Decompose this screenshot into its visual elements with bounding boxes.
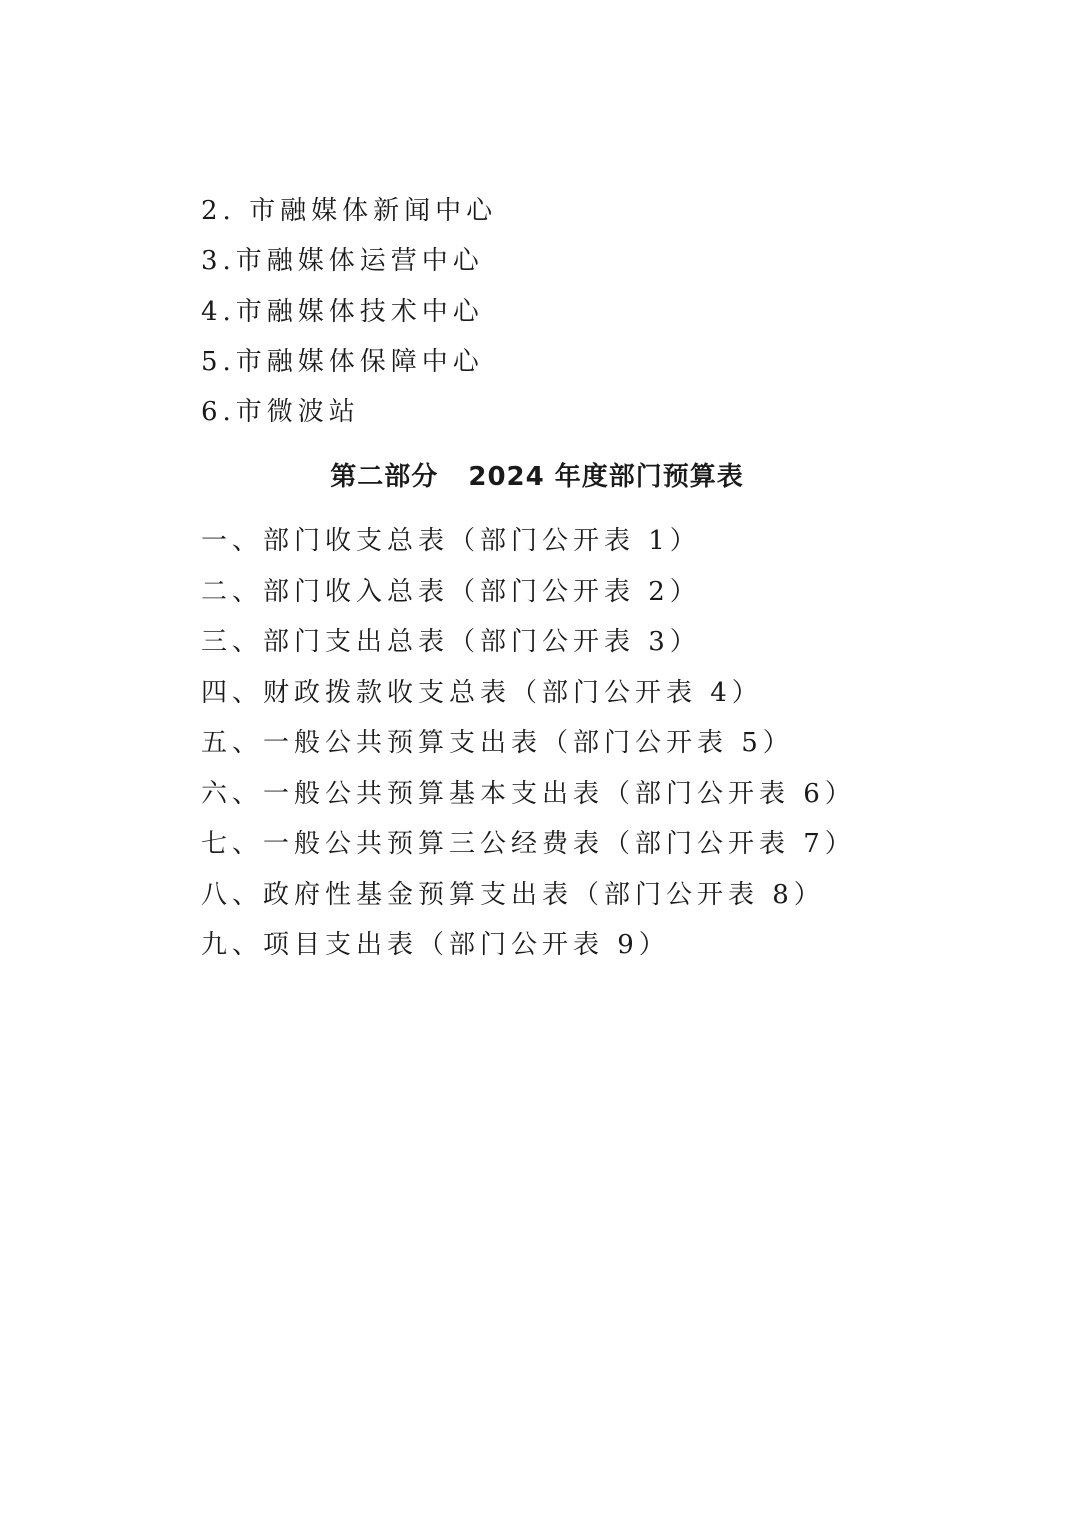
- unit-item: 5.市融媒体保障中心: [201, 346, 484, 377]
- budget-table-item: 一、部门收支总表（部门公开表 1）: [201, 526, 701, 556]
- budget-table-item: 二、部门收入总表（部门公开表 2）: [201, 576, 701, 607]
- budget-table-item: 八、政府性基金预算支出表（部门公开表 8）: [201, 879, 825, 910]
- budget-table-list: [201, 516, 856, 971]
- unit-item: 2. 市融媒体新闻中心: [201, 196, 498, 226]
- budget-table-item: 九、项目支出表（部门公开表 9）: [201, 930, 670, 960]
- budget-table-item: 七、一般公共预算三公经费表（部门公开表 7）: [201, 829, 856, 859]
- budget-table-item: 六、一般公共预算基本支出表（部门公开表 6）: [201, 778, 856, 809]
- unit-item: 6.市微波站: [201, 397, 360, 428]
- budget-table-item: 三、部门支出总表（部门公开表 3）: [201, 627, 701, 657]
- section-title: 第二部分 2024 年度部门预算表: [330, 462, 744, 492]
- unit-item: 3.市融媒体运营中心: [201, 246, 484, 277]
- unit-item: 4.市融媒体技术中心: [201, 296, 484, 327]
- budget-table-item: 四、财政拨款收支总表（部门公开表 4）: [201, 677, 763, 708]
- unit-list: [201, 186, 497, 437]
- budget-table-item: 五、一般公共预算支出表（部门公开表 5）: [201, 728, 794, 758]
